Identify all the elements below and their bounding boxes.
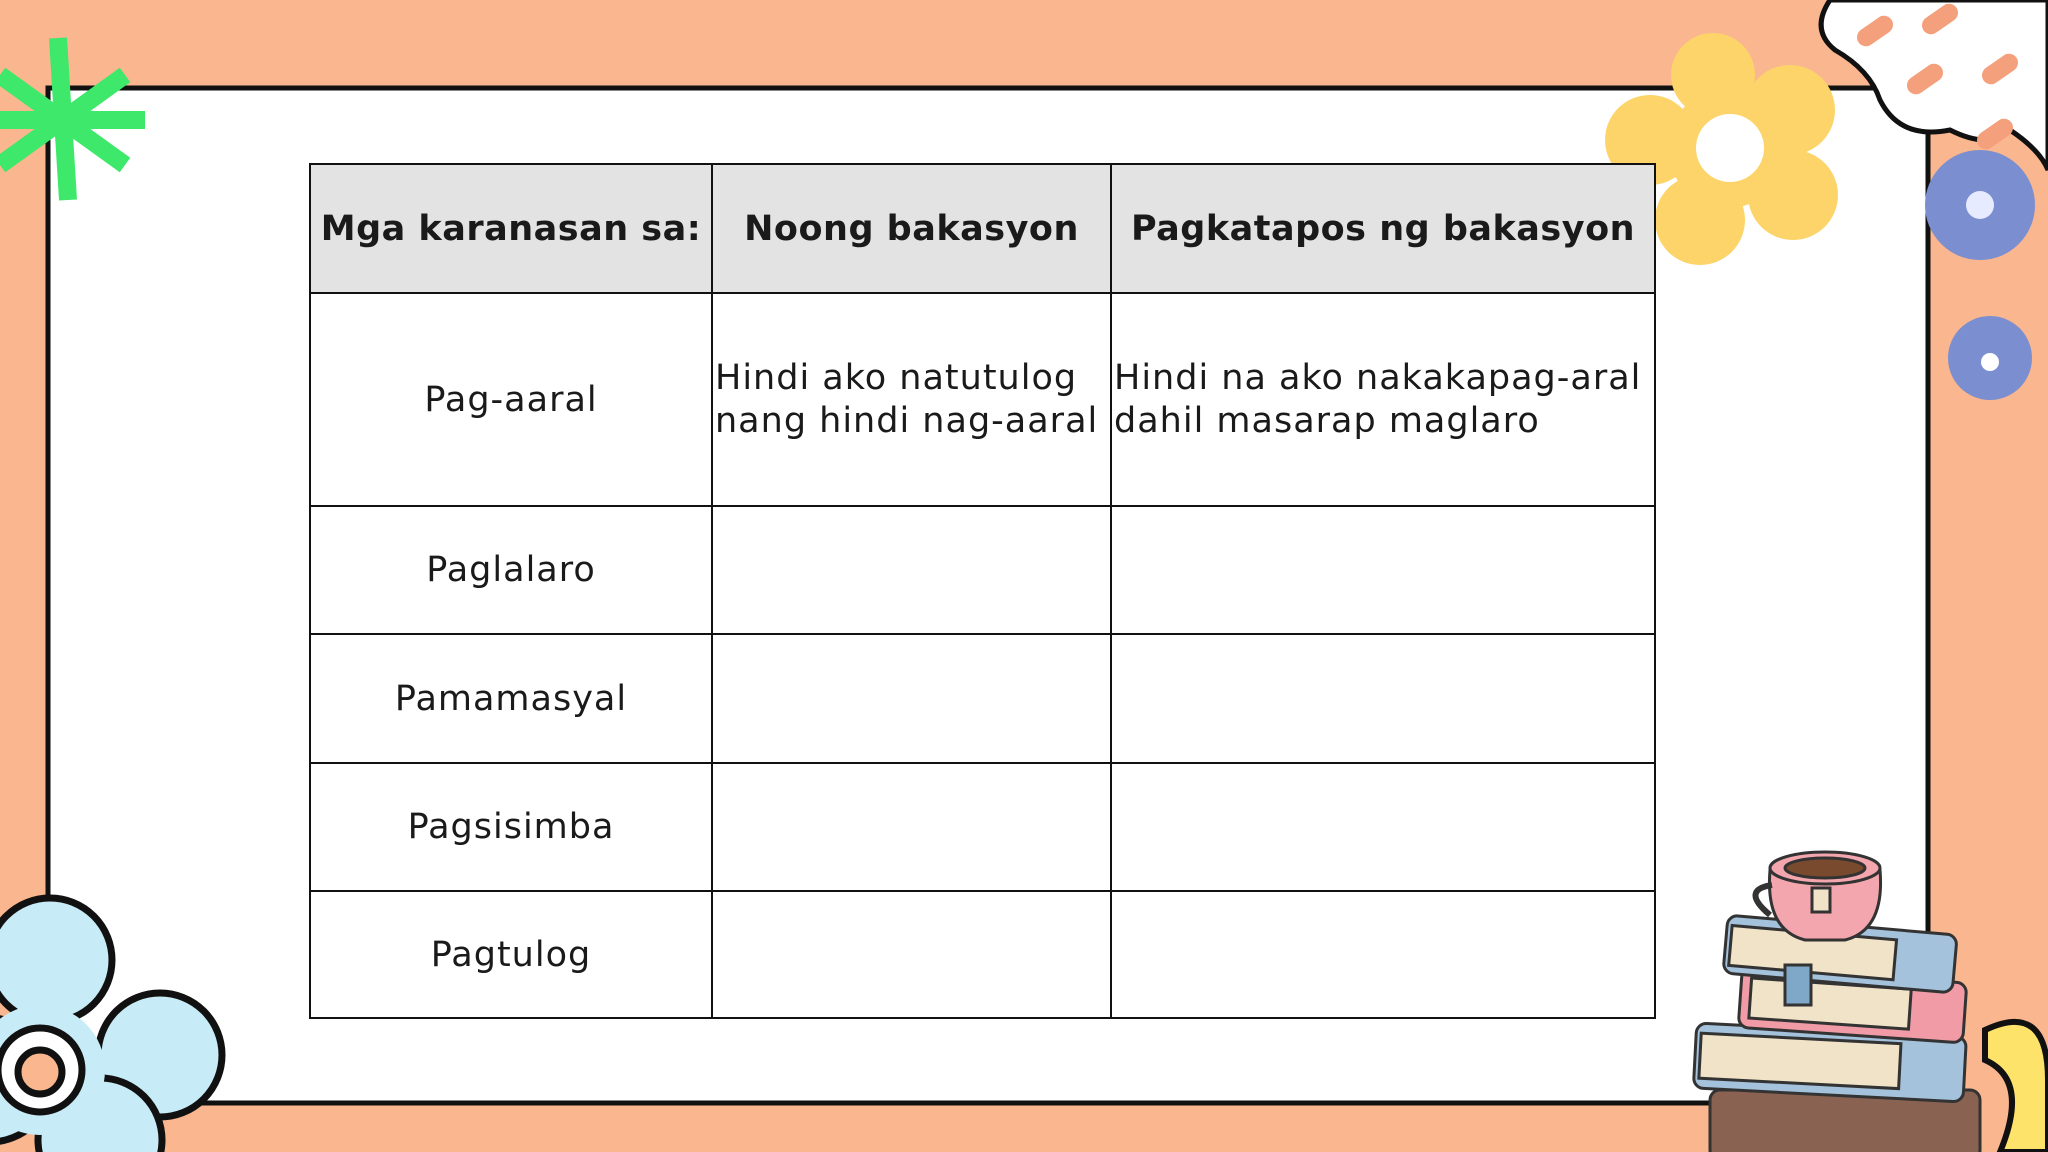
- table-header-row: [310, 164, 1655, 293]
- table-row: [310, 891, 1655, 1018]
- cell-pagkatapos-ng-bakasyon: [1111, 763, 1655, 891]
- book-stack-icon: [1693, 915, 1980, 1152]
- row-label-pag-aaral: Pag-aaral: [310, 293, 712, 506]
- cell-pagkatapos-ng-bakasyon: [1111, 891, 1655, 1018]
- cell-pagkatapos-ng-bakasyon: [1111, 634, 1655, 763]
- row-label-pagsisimba: Pagsisimba: [310, 763, 712, 891]
- blue-flower-icon: [1925, 150, 2035, 400]
- yellow-ribbon: [1985, 1022, 2048, 1152]
- header-mga-karanasan: Mga karanasan sa:: [310, 164, 712, 293]
- cell-noong-bakasyon: [712, 891, 1111, 1018]
- cell-pagkatapos-ng-bakasyon: Hindi na ako nakakapag-aral dahil masarap maglaro: [1111, 293, 1655, 506]
- table-row: [310, 634, 1655, 763]
- header-noong-bakasyon: Noong bakasyon: [712, 164, 1111, 293]
- cell-noong-bakasyon: [712, 634, 1111, 763]
- row-label-pagtulog: Pagtulog: [310, 891, 712, 1018]
- header-pagkatapos-ng-bakasyon: Pagkatapos ng bakasyon: [1111, 164, 1655, 293]
- table-row: [310, 293, 1655, 506]
- cell-noong-bakasyon: [712, 506, 1111, 634]
- cell-noong-bakasyon: Hindi ako natutulog nang hindi nag-aaral: [712, 293, 1111, 506]
- experience-table: [309, 163, 1656, 1019]
- row-label-pamamasyal: Pamamasyal: [310, 634, 712, 763]
- table-row: [310, 763, 1655, 891]
- cell-pagkatapos-ng-bakasyon: [1111, 506, 1655, 634]
- row-label-paglalaro: Paglalaro: [310, 506, 712, 634]
- cell-noong-bakasyon: [712, 763, 1111, 891]
- table-row: [310, 506, 1655, 634]
